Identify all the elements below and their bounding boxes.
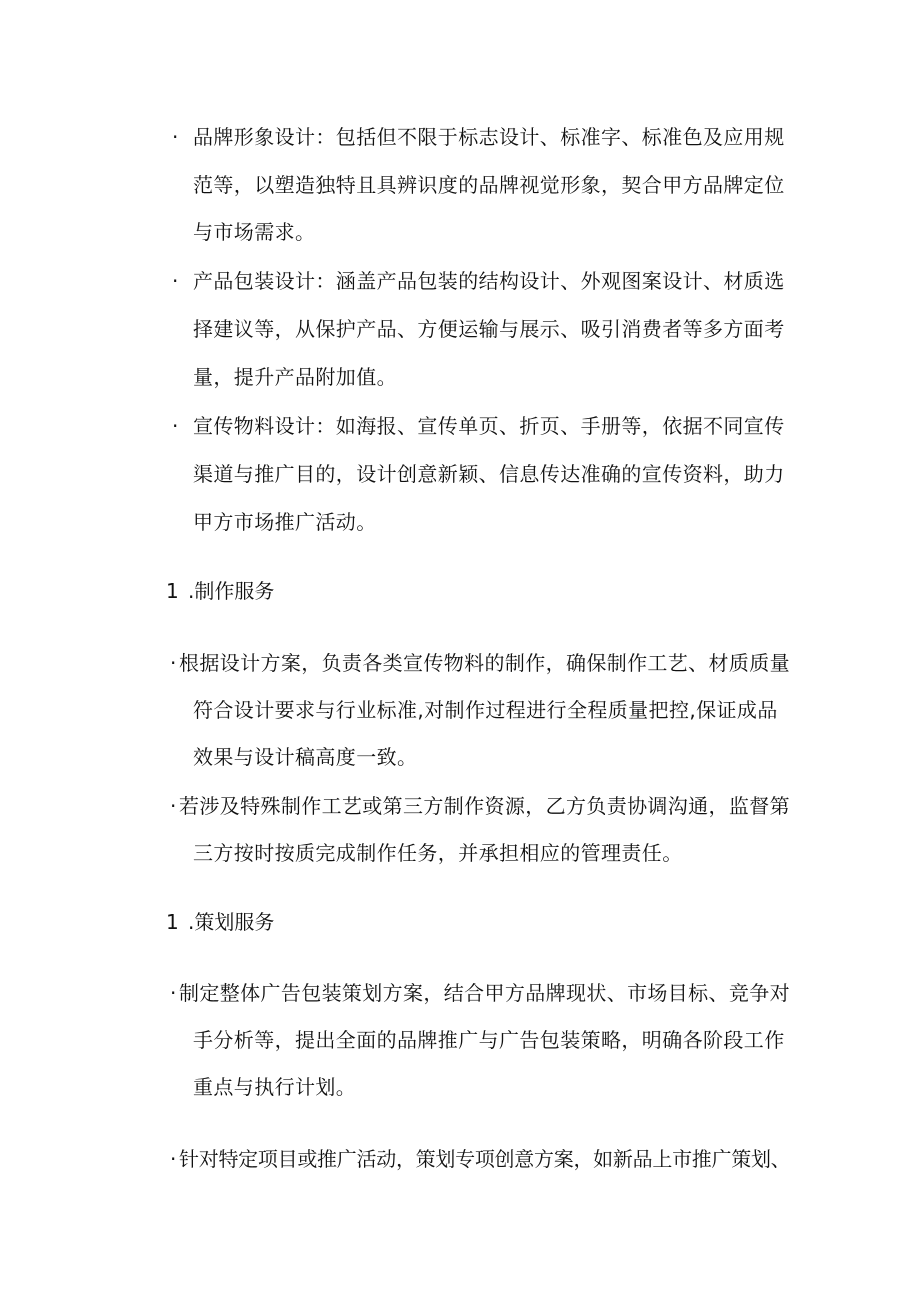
bullet-marker: · [172, 414, 179, 438]
bullet-marker: · [172, 125, 179, 149]
paragraph-line: 若涉及特殊制作工艺或第三方制作资源，乙方负责协调沟通，监督第 [179, 794, 790, 818]
paragraph-line: 三方按时按质完成制作任务，并承担相应的管理责任。 [193, 841, 683, 865]
section-number: 1 [166, 579, 179, 603]
paragraph-line: 量，提升产品附加值。 [193, 365, 397, 389]
paragraph-line: 根据设计方案，负责各类宣传物料的制作，确保制作工艺、材质质量 [179, 651, 790, 675]
paragraph-line: 制定整体广告包装策划方案，结合甲方品牌现状、市场目标、竞争对 [179, 981, 790, 1005]
section-title: .制作服务 [188, 579, 275, 603]
paragraph-line: 重点与执行计划。 [193, 1075, 357, 1099]
paragraph-line: 手分析等，提出全面的品牌推广与广告包装策略，明确各阶段工作 [193, 1028, 785, 1052]
section-heading-planning [166, 909, 274, 935]
bullet-marker: · [172, 269, 179, 293]
paragraph-line: 甲方市场推广活动。 [193, 510, 377, 534]
paragraph-line: 效果与设计稿高度一致。 [193, 745, 418, 769]
paragraph-line: 渠道与推广目的，设计创意新颖、信息传达准确的宣传资料，助力 [193, 462, 785, 486]
paragraph-line: 产品包装设计：涵盖产品包装的结构设计、外观图案设计、材质选 [193, 269, 785, 293]
paragraph-line: 择建议等，从保护产品、方便运输与展示、吸引消费者等多方面考 [193, 317, 785, 341]
paragraph-line: 与市场需求。 [193, 220, 316, 244]
section-heading-production [166, 578, 274, 604]
bullet-marker: · [170, 1147, 177, 1171]
bullet-marker: · [170, 794, 177, 818]
section-title: .策划服务 [188, 910, 275, 934]
paragraph-line: 范等，以塑造独特且具辨识度的品牌视觉形象，契合甲方品牌定位 [193, 173, 785, 197]
paragraph-line: 品牌形象设计：包括但不限于标志设计、标准字、标准色及应用规 [193, 125, 785, 149]
section-number: 1 [166, 910, 179, 934]
bullet-marker: · [170, 651, 177, 675]
paragraph-line: 针对特定项目或推广活动，策划专项创意方案，如新品上市推广策划、 [179, 1147, 791, 1171]
paragraph-line: 宣传物料设计：如海报、宣传单页、折页、手册等，依据不同宣传 [193, 414, 785, 438]
bullet-marker: · [170, 981, 177, 1005]
paragraph-line: 符合设计要求与行业标准,对制作过程进行全程质量把控,保证成品 [193, 698, 778, 722]
